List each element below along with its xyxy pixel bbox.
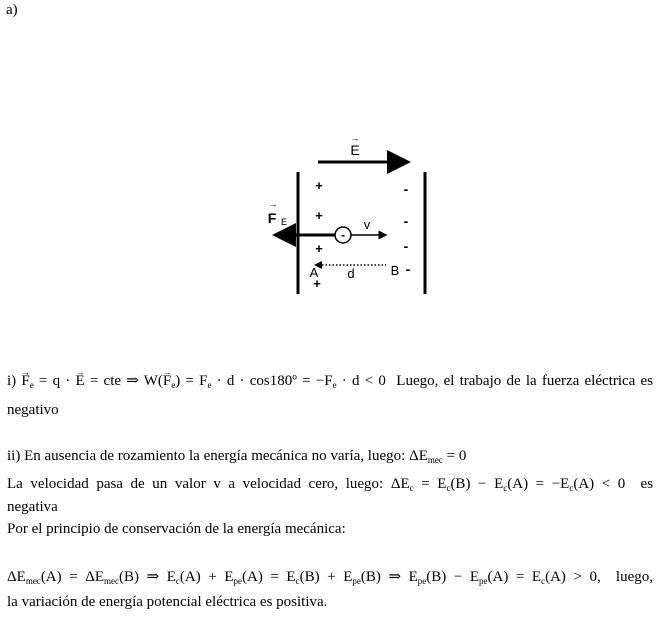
velocity-label: v xyxy=(363,217,371,232)
field-vector-mark: → xyxy=(350,133,360,143)
field-label: E xyxy=(350,142,360,158)
minus-sign: - xyxy=(403,181,409,197)
work-equation: → $F_e = q$ · → E = cte ⇒ $W(\to F_e) = F_e \cdot d$ · cos180º = $-F_e \cdot d < 0$ xyxy=(21,373,386,389)
section-i-line1: $i) \to F_e = q$ · → E = cte ⇒ $W(\to F_e) = F_e \cdot d$ · cos180º = $-F_e \cdot d < 0$ Luego, el trabajo de la fuerza eléctrica es xyxy=(7,371,653,396)
point-a-label: A xyxy=(309,265,319,280)
force-vector-mark: → xyxy=(268,199,278,209)
minus-sign: - xyxy=(403,238,409,254)
plus-sign: + xyxy=(313,276,321,291)
force-label: F xyxy=(267,210,277,226)
electron-charge: - xyxy=(341,228,345,242)
section-ii-line2: La velocidad pasa de un valor v a velocidad cero, luego: $\Delta E_c = E_c(B) - E_c(A) = -E_c(A) < 0$ es xyxy=(7,476,653,493)
plus-sign: + xyxy=(315,178,323,193)
plus-sign: + xyxy=(315,241,323,256)
section-ii-line4: Por el principio de conservación de la energía mecánica: xyxy=(7,521,346,537)
plus-sign: + xyxy=(315,208,323,223)
mechanical-energy-equation: $\Delta E_{mec} = 0$ xyxy=(409,448,467,465)
section-ii-line1: ii) En ausencia de rozamiento la energía mecánica no varía, luego: $\Delta E_{mec} = 0$ xyxy=(7,448,467,465)
force-subscript: E xyxy=(280,217,288,227)
minus-sign: - xyxy=(403,213,409,229)
section-ii-line6: la variación de energía potencial eléctrica es positiva. xyxy=(7,594,328,610)
section-ii-line5: $\Delta E_{mec}(A) = \Delta E_{mec}(B)$ ⇒ $E_c(A) + E_{pe}(A) = E_c(B) + E_{pe}(B)$ ⇒ $E_{pe}(B) - E_{pe}(A) = E_c(A) > 0$, luego, xyxy=(7,569,653,586)
capacitor-diagram xyxy=(262,126,432,301)
kinetic-energy-equation: $\Delta E_c = E_c(B) - E_c(A) = -E_c(A) < 0$ xyxy=(390,476,626,493)
minus-sign: - xyxy=(405,261,411,277)
conservation-equation: $\Delta E_{mec}(A) = \Delta E_{mec}(B)$ ⇒ $E_c(A) + E_{pe}(A) = E_c(B) + E_{pe}(B)$ ⇒ $E_{pe}(B) - E_{pe}(A) = E_c(A) > 0$, xyxy=(7,569,601,586)
point-b-label: B xyxy=(390,263,400,278)
part-label: a) xyxy=(6,2,18,18)
distance-label: d xyxy=(347,266,355,281)
section-i-line2: negativo xyxy=(7,402,59,418)
section-ii-line3: negativa xyxy=(7,499,58,515)
